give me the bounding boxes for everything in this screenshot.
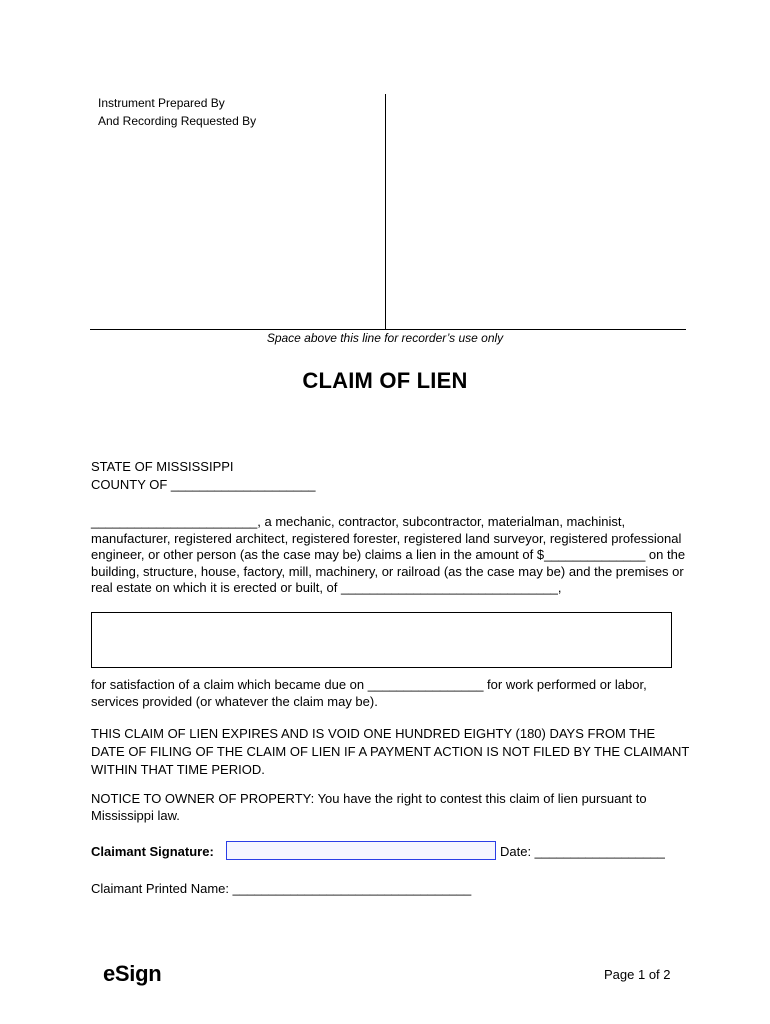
claim-paragraph: _______________________, a mechanic, contractor, subcontractor, materialman, machinist, manufacturer, registered architect, registered forester, registered land surveyor, registered professional engineer, or other person (as the case may be) claims a lien in the amount of $______________ on the building, structure, house, factory, mill, machinery, or railroad (as the case may be) and the premises or real estate on which it is erected or built, of ______________________________, xyxy=(91,514,686,595)
satisfaction-paragraph: for satisfaction of a claim which became due on ________________ for work performed or labor, services provided (or whatever the claim may be). xyxy=(91,677,647,709)
recording-requested-line: And Recording Requested By xyxy=(98,114,257,128)
expiration-paragraph: THIS CLAIM OF LIEN EXPIRES AND IS VOID ONE HUNDRED EIGHTY (180) DAYS FROM THE DATE OF FILING OF THE CLAIM OF LIEN IF A PAYMENT ACTION IS NOT FILED BY THE CLAIMANT WITHIN THAT TIME PERIOD. xyxy=(91,726,690,777)
property-description-field[interactable] xyxy=(91,612,672,668)
recorder-divider-vertical xyxy=(385,94,386,329)
prepared-by-line: Instrument Prepared By xyxy=(98,96,225,110)
notice-paragraph: NOTICE TO OWNER OF PROPERTY: You have the right to contest this claim of lien pursuant to Mississippi law. xyxy=(91,791,647,823)
claimant-signature-field[interactable] xyxy=(226,841,496,860)
recorder-note: Space above this line for recorder’s use only xyxy=(266,331,504,345)
county-line: COUNTY OF ____________________ xyxy=(91,477,316,492)
claimant-printed-name-line: Claimant Printed Name: _________________________________ xyxy=(91,881,472,896)
document-title: CLAIM OF LIEN xyxy=(302,368,468,393)
date-line: Date: __________________ xyxy=(500,844,665,859)
page-number: Page 1 of 2 xyxy=(604,967,671,982)
recorder-divider-horizontal xyxy=(90,329,686,330)
state-line: STATE OF MISSISSIPPI xyxy=(91,459,234,474)
claimant-signature-label: Claimant Signature: xyxy=(91,844,214,859)
esign-logo: eSign xyxy=(103,961,162,986)
prepared-by-block xyxy=(98,94,256,130)
jurisdiction-block xyxy=(91,458,316,494)
